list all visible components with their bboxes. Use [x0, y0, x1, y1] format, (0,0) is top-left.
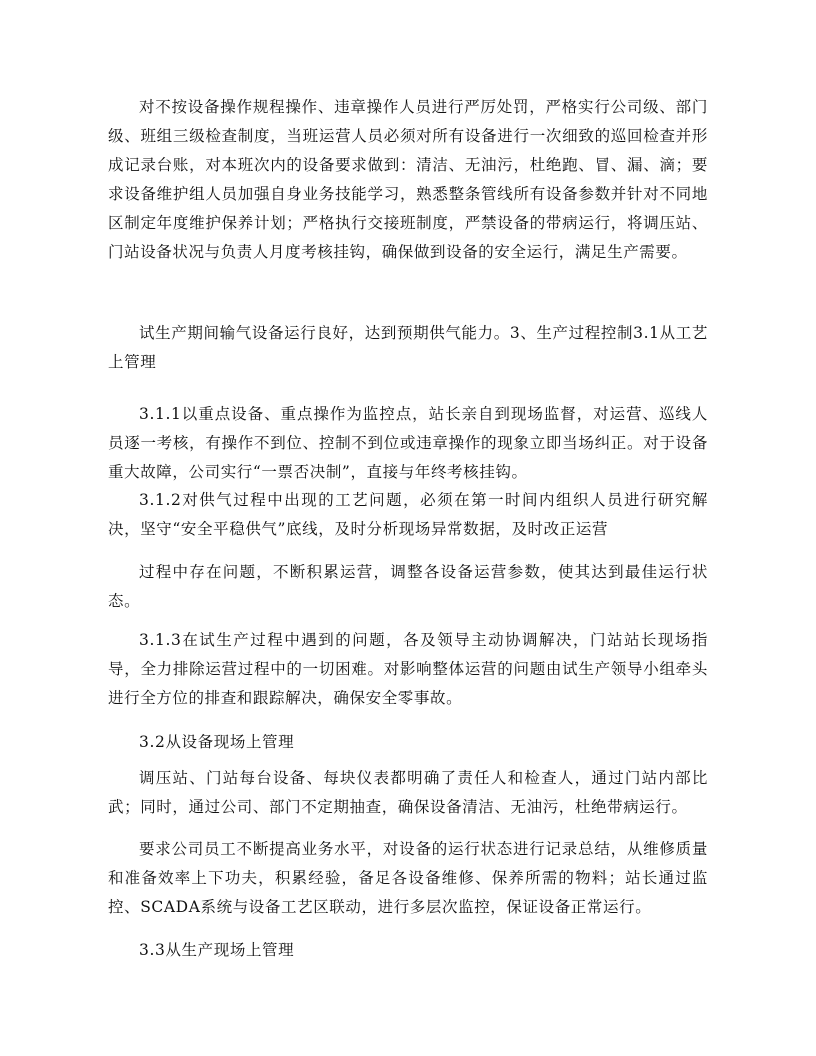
- paragraph-3-1-2-continued: 过程中存在问题，不断积累运营，调整各设备运营参数，使其达到最佳运行状态。: [108, 563, 708, 610]
- paragraph-3-1-1: 3.1.1以重点设备、重点操作为监控点，站长亲自到现场监督，对运营、巡线人员逐一考核，有操作不到位、控制不到位或违章操作的现象立即当场纠正。对于设备重大故障，公司实行“一票否决制”，直接与年终考核挂钩。: [108, 405, 708, 481]
- paragraph-3-1-2: 3.1.2对供气过程中出现的工艺问题，必须在第一时间内组织人员进行研究解决，坚守“安全平稳供气”底线，及时分析现场异常数据，及时改正运营: [108, 491, 708, 538]
- section-heading-3-2: 3.2从设备现场上管理: [139, 733, 295, 751]
- paragraph-3-2-staff: 要求公司员工不断提高业务水平，对设备的运行状态进行记录总结，从维修质量和准备效率上下功夫，积累经验，备足各设备维修、保养所需的物料；站长通过监控、SCADA系统与设备工艺区联动，进行多层次监控，保证设备正常运行。: [108, 840, 708, 916]
- paragraph-equipment-management: 对不按设备操作规程操作、违章操作人员进行严厉处罚，严格实行公司级、部门级、班组三级检查制度，当班运营人员必须对所有设备进行一次细致的巡回检查并形成记录台账，对本班次内的设备要求做到：清洁、无油污，杜绝跑、冒、漏、滴；要求设备维护组人员加强自身业务技能学习，熟悉整条管线所有设备参数并针对不同地区制定年度维护保养计划；严格执行交接班制度，严禁设备的带病运行，将调压站、门站设备状况与负责人月度考核挂钩，确保做到设备的安全运行，满足生产需要。: [108, 98, 708, 261]
- section-heading-3-3: 3.3从生产现场上管理: [139, 941, 295, 959]
- paragraph-3-2-responsibility: 调压站、门站每台设备、每块仪表都明确了责任人和检查人，通过门站内部比武；同时，通过公司、部门不定期抽查，确保设备清洁、无油污，杜绝带病运行。: [108, 769, 708, 816]
- paragraph-trial-production: 试生产期间输气设备运行良好，达到预期供气能力。3、生产过程控制3.1从工艺上管理: [108, 324, 708, 371]
- paragraph-3-1-3: 3.1.3在试生产过程中遇到的问题，各及领导主动协调解决，门站站长现场指导，全力排除运营过程中的一切困难。对影响整体运营的问题由试生产领导小组牵头进行全方位的排查和跟踪解决，确保安全零事故。: [108, 631, 708, 707]
